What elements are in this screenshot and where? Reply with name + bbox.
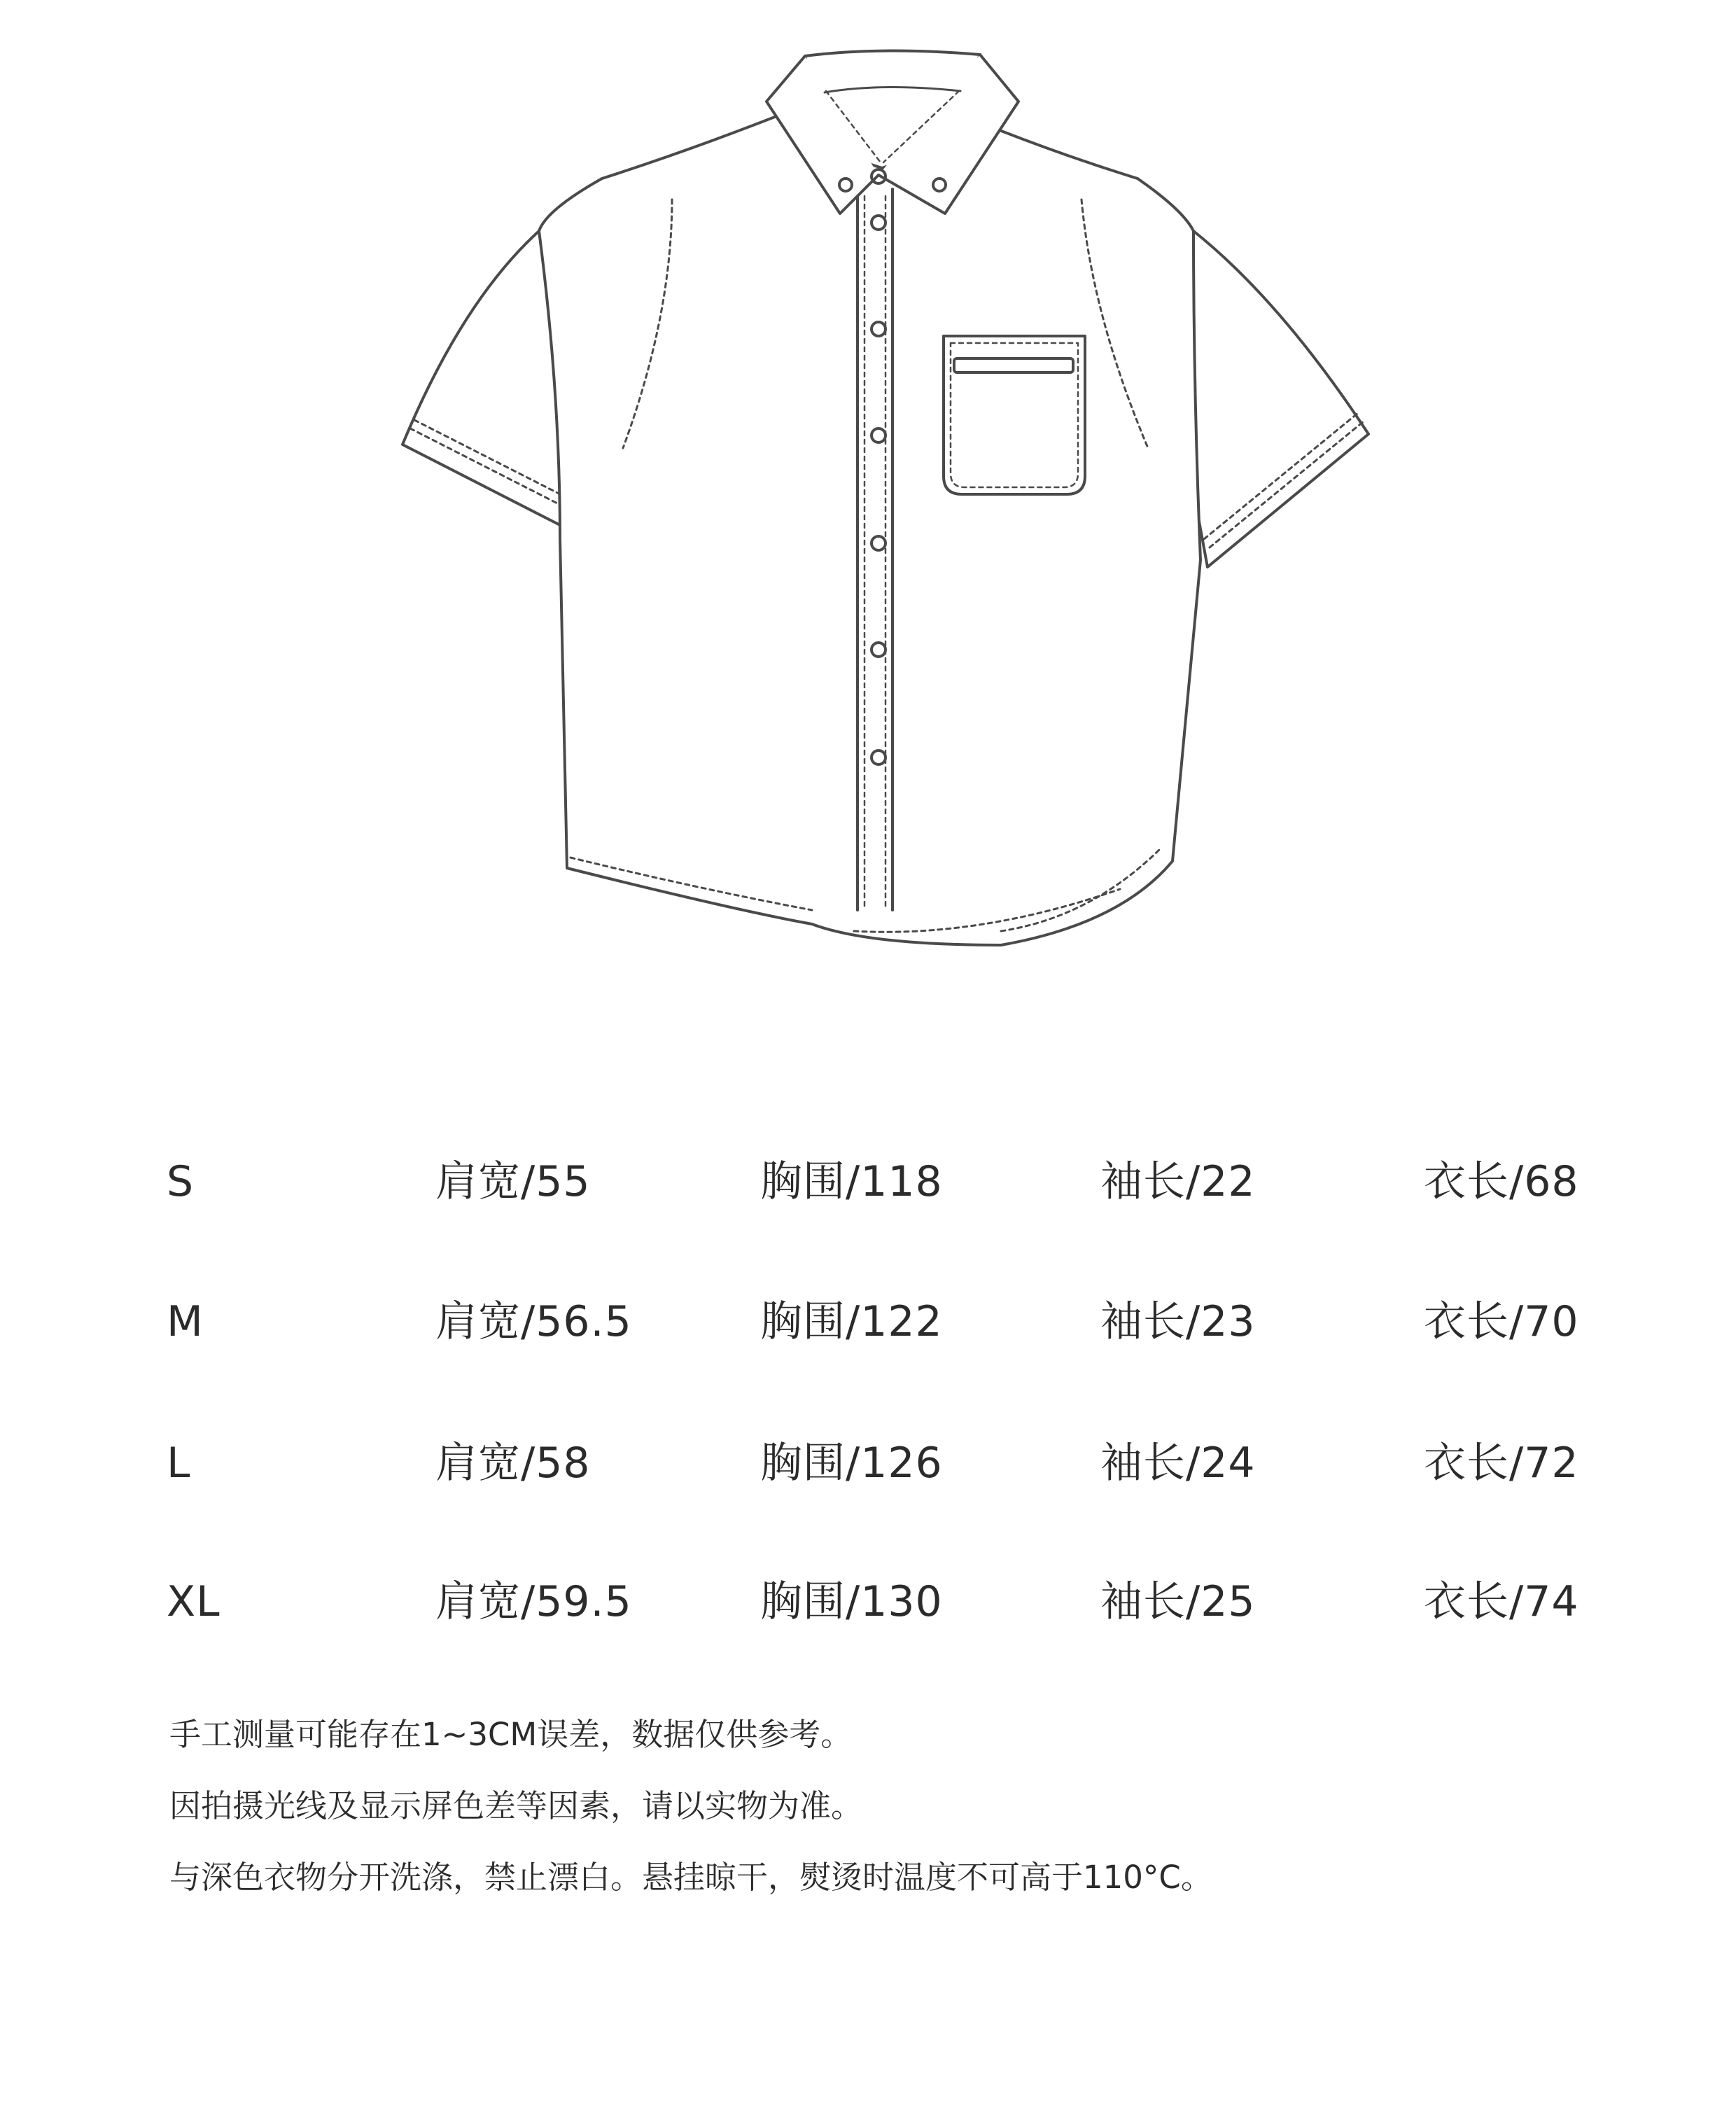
chest-circumference: 胸围/118: [760, 1157, 943, 1206]
size-row-s: [0, 1140, 1736, 1224]
sleeve-length: 袖长/24: [1100, 1439, 1256, 1488]
shirt-sketch-illustration: [0, 0, 1736, 980]
size-label: S: [167, 1157, 195, 1206]
size-row-m: [0, 1280, 1736, 1364]
shoulder-width: 肩宽/55: [435, 1157, 591, 1206]
garment-length: 衣长/72: [1424, 1439, 1579, 1488]
chest-circumference: 胸围/130: [760, 1577, 943, 1626]
chest-circumference: 胸围/122: [760, 1297, 943, 1346]
color-disclaimer-note: 因拍摄光线及显示屏色差等因素，请以实物为准。: [169, 1787, 863, 1824]
garment-length: 衣长/74: [1424, 1577, 1579, 1626]
size-label: M: [167, 1297, 204, 1346]
size-row-l: [0, 1421, 1736, 1505]
shoulder-width: 肩宽/56.5: [435, 1297, 632, 1346]
sleeve-length: 袖长/23: [1100, 1297, 1256, 1346]
measurement-note: 手工测量可能存在1~3CM误差，数据仅供参考。: [169, 1716, 853, 1753]
sleeve-length: 袖长/25: [1100, 1577, 1256, 1626]
size-label: L: [167, 1439, 191, 1488]
shoulder-width: 肩宽/59.5: [435, 1577, 632, 1626]
size-label: XL: [167, 1577, 220, 1626]
sleeve-length: 袖长/22: [1100, 1157, 1256, 1206]
garment-length: 衣长/68: [1424, 1157, 1579, 1206]
size-row-xl: [0, 1560, 1736, 1644]
care-instructions-note: 与深色衣物分开洗涤，禁止漂白。悬挂晾干，熨烫时温度不可高于110°C。: [169, 1859, 1212, 1896]
garment-length: 衣长/70: [1424, 1297, 1579, 1346]
shoulder-width: 肩宽/58: [435, 1439, 591, 1488]
chest-circumference: 胸围/126: [760, 1439, 943, 1488]
